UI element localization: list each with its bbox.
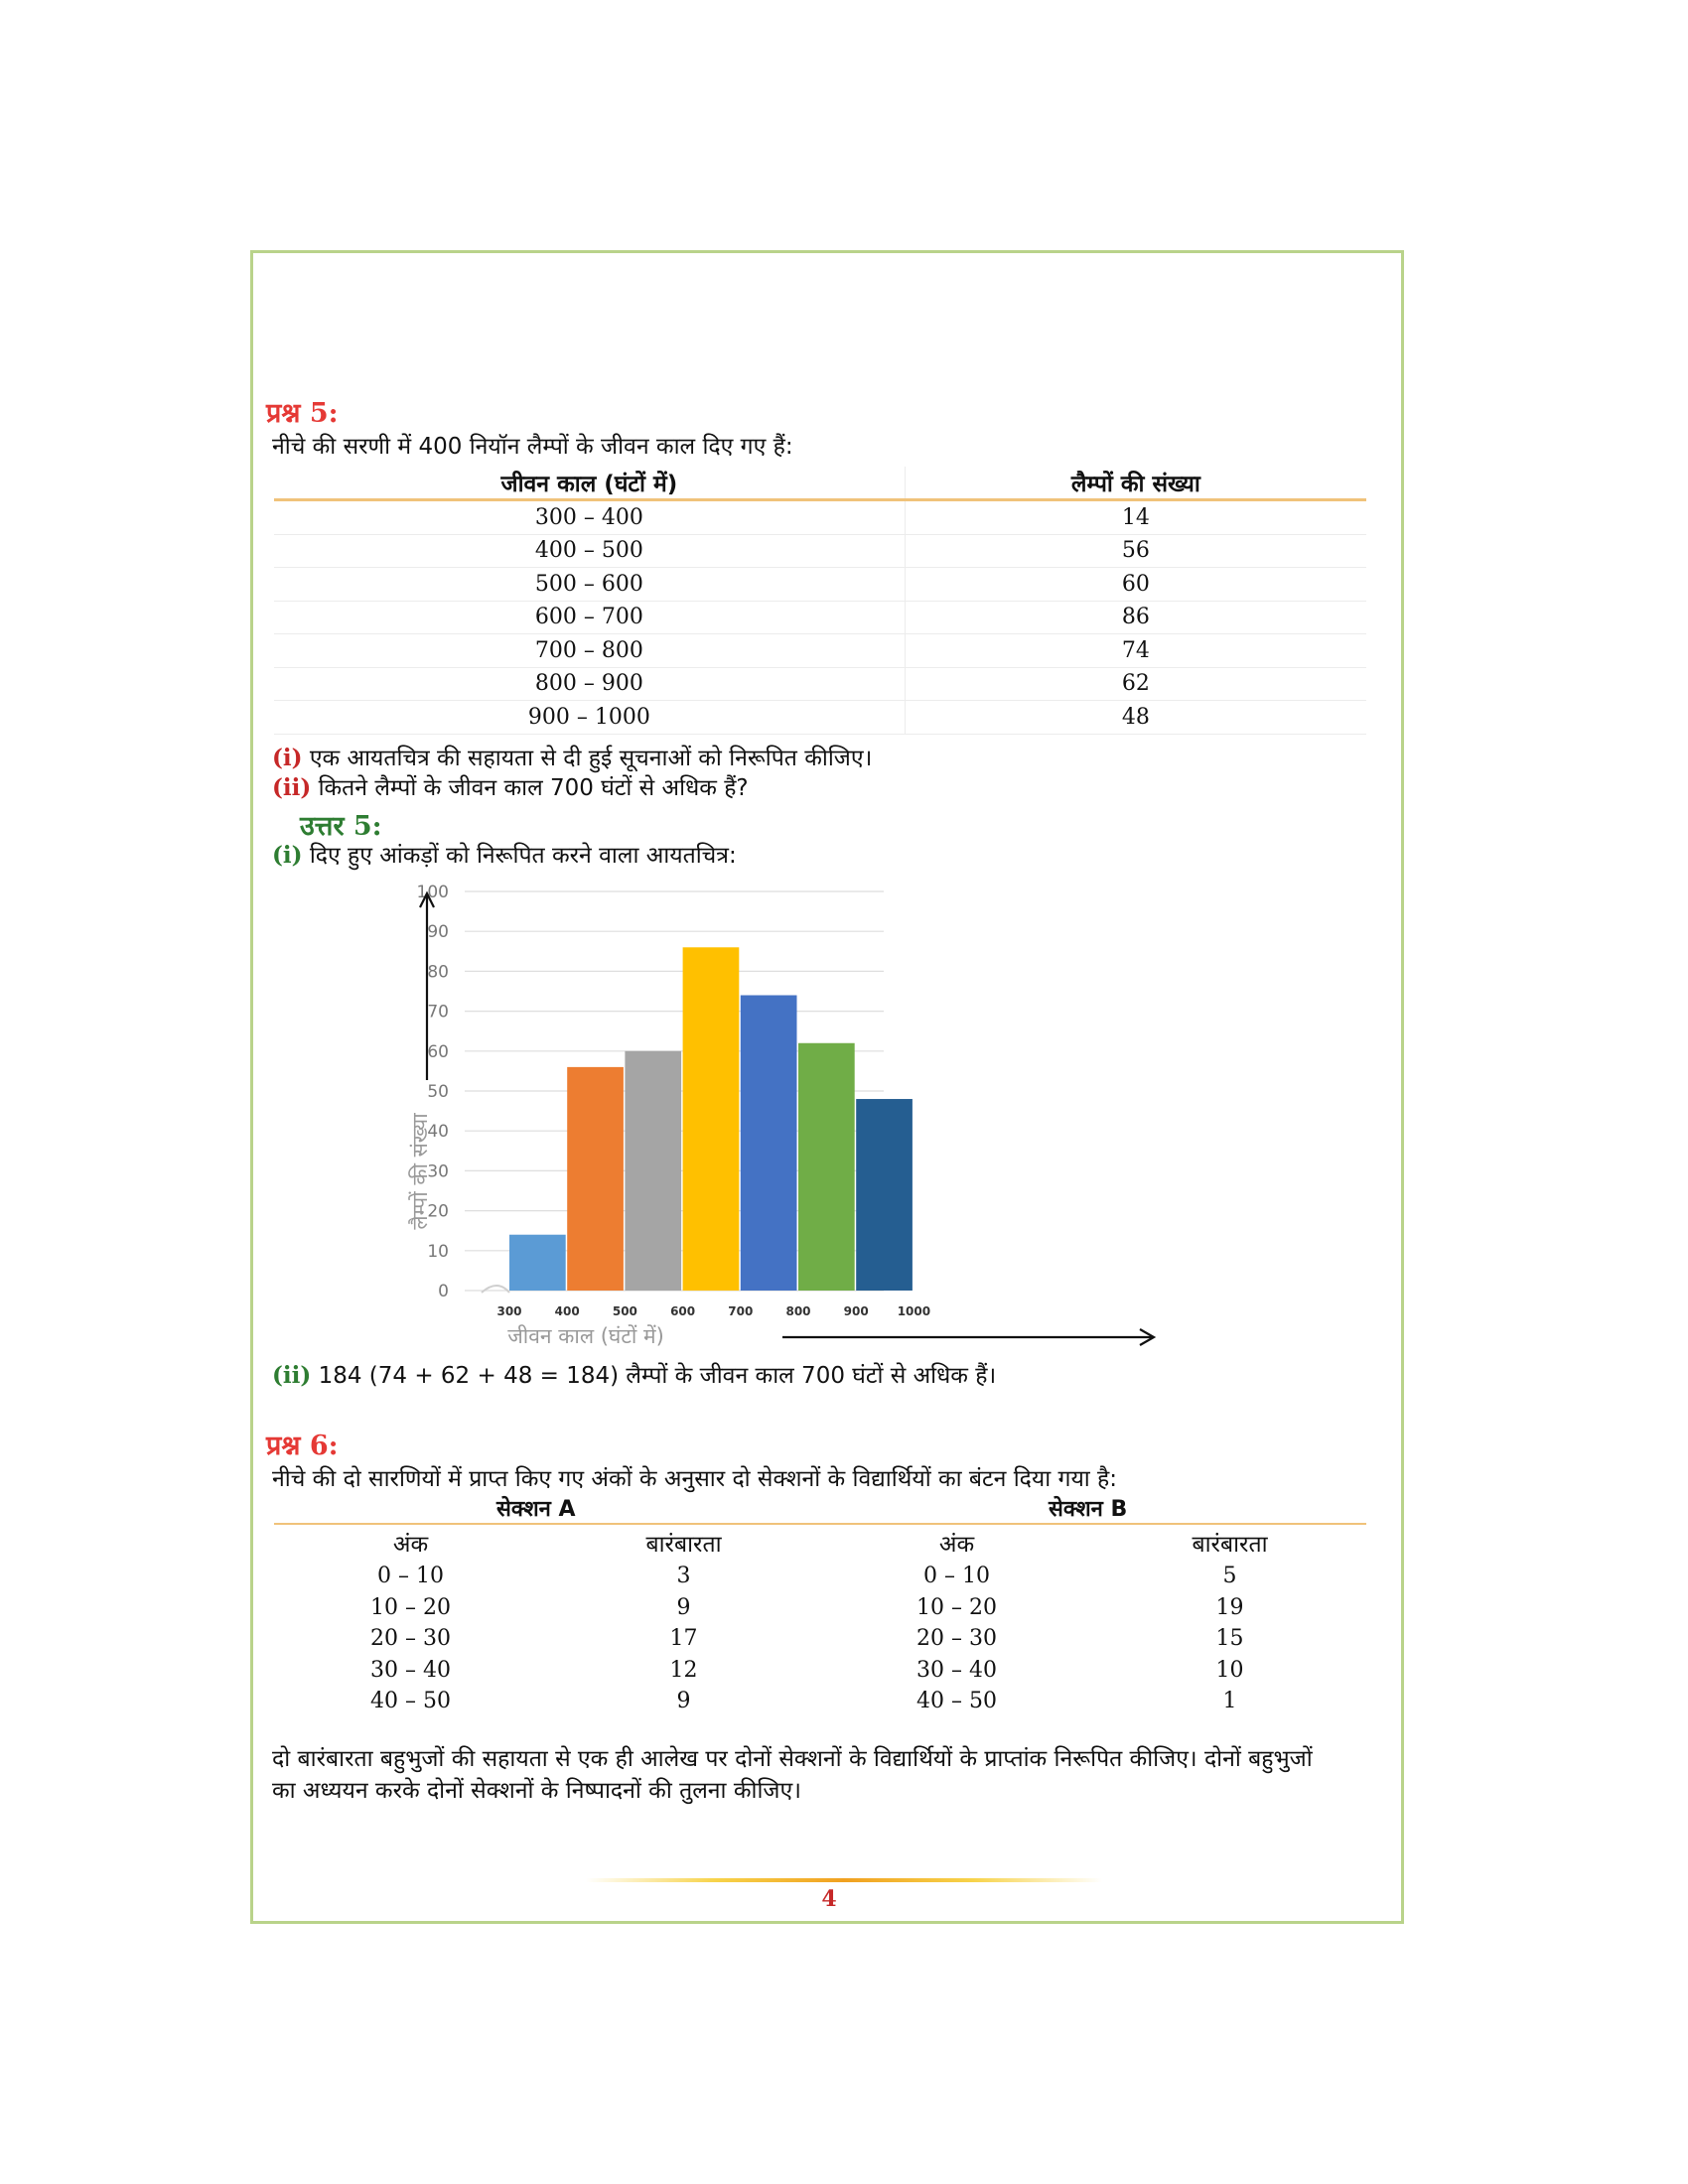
table-cell: 10 – 20	[370, 1594, 451, 1620]
table-cell: 600 – 700	[274, 601, 905, 634]
table-cell: 74	[905, 634, 1366, 668]
x-tick-labels	[496, 1304, 930, 1318]
x-tick-label: 500	[612, 1304, 637, 1318]
question-6-intro: नीचे की दो सारणियों में प्राप्त किए गए अंकों के अनुसार दो सेक्शनों के विद्यार्थियों का बंटन दिया गया है:	[272, 1466, 1118, 1492]
answer-5-part-2	[272, 1358, 996, 1390]
table-cell: 15	[1215, 1626, 1244, 1652]
part-label: (i)	[272, 745, 303, 771]
col-header-frequency-a: बारंबारता	[645, 1532, 722, 1558]
answer-5-heading: उत्तर 5:	[300, 811, 382, 842]
bar-600-700	[683, 947, 740, 1291]
table-cell: 10 – 20	[916, 1594, 997, 1620]
y-tick-label: 50	[427, 1082, 449, 1102]
table-cell: 56	[905, 534, 1366, 568]
y-tick-label: 100	[416, 883, 449, 902]
table-cell: 0 – 10	[923, 1564, 990, 1589]
table-cell: 10	[1215, 1657, 1244, 1683]
x-tick-label: 800	[785, 1304, 811, 1318]
x-tick-label: 400	[554, 1304, 580, 1318]
y-tick-label: 90	[427, 922, 449, 943]
table-cell: 40 – 50	[370, 1689, 451, 1714]
table-cell: 9	[676, 1689, 691, 1714]
y-tick-label: 0	[438, 1282, 449, 1301]
table-cell: 40 – 50	[916, 1689, 997, 1714]
table-cell: 30 – 40	[370, 1657, 451, 1683]
table-cell: 400 – 500	[274, 534, 905, 568]
bar-900-1000	[856, 1099, 913, 1291]
table-row	[274, 667, 1366, 701]
table-cell: 17	[669, 1626, 698, 1652]
footer-divider	[586, 1878, 1102, 1882]
table-cell: 700 – 800	[274, 634, 905, 668]
table-cell: 60	[905, 568, 1366, 602]
part-label: (ii)	[272, 774, 312, 801]
y-tick-label: 20	[427, 1201, 449, 1222]
table-cell: 900 – 1000	[274, 701, 905, 735]
y-axis-label: लैम्पों की संख्या	[408, 1113, 432, 1230]
table-cell: 30 – 40	[916, 1657, 997, 1683]
bar-400-500	[567, 1067, 624, 1291]
axis-break-mark	[482, 1286, 509, 1293]
table-cell: 5	[1222, 1564, 1237, 1589]
table-cell: 62	[905, 667, 1366, 701]
table-row	[274, 701, 1366, 735]
table-cell: 0 – 10	[377, 1564, 444, 1589]
sections-marks-table	[274, 1525, 1366, 1717]
question-6-task-line-2: का अध्ययन करके दोनों सेक्शनों के निष्पादनों की तुलना कीजिए।	[272, 1778, 801, 1804]
bar-700-800	[741, 996, 797, 1291]
question-6-heading: प्रश्न 6:	[266, 1431, 339, 1461]
table-header-count: लैम्पों की संख्या	[905, 467, 1366, 500]
y-tick-labels	[417, 883, 449, 1301]
table-cell: 800 – 900	[274, 667, 905, 701]
y-tick-label: 60	[427, 1041, 449, 1062]
part-label: (ii)	[272, 1362, 312, 1389]
table-row	[274, 1686, 1366, 1717]
question-5-part-1	[272, 741, 872, 772]
table-cell: 14	[905, 500, 1366, 535]
table-row	[274, 634, 1366, 668]
x-tick-label: 700	[728, 1304, 754, 1318]
question-5-intro: नीचे की सरणी में 400 नियॉन लैम्पों के जीवन काल दिए गए हैं:	[272, 434, 793, 460]
x-tick-label: 900	[843, 1304, 869, 1318]
table-header-lifetime: जीवन काल (घंटों में)	[274, 467, 905, 500]
part-text: एक आयतचित्र की सहायता से दी हुई सूचनाओं को निरूपित कीजिए।	[309, 746, 873, 771]
bar-300-400	[509, 1235, 566, 1291]
part-text: कितने लैम्पों के जीवन काल 700 घंटों से अधिक हैं?	[318, 775, 749, 801]
page-number: 4	[821, 1886, 837, 1912]
x-tick-label: 600	[670, 1304, 696, 1318]
table-cell: 20 – 30	[370, 1626, 451, 1652]
bar-800-900	[798, 1043, 855, 1291]
table-row	[274, 534, 1366, 568]
table-cell: 19	[1215, 1594, 1244, 1620]
histogram-chart	[397, 874, 1251, 1360]
table-row	[274, 1655, 1366, 1687]
table-header-row	[274, 1525, 1366, 1561]
section-a-heading: सेक्शन A	[496, 1497, 576, 1522]
table-cell: 3	[676, 1564, 691, 1589]
table-cell: 300 – 400	[274, 500, 905, 535]
table-cell: 86	[905, 601, 1366, 634]
part-text: 184 (74 + 62 + 48 = 184) लैम्पों के जीवन काल 700 घंटों से अधिक हैं।	[318, 1363, 997, 1389]
col-header-marks-a: अंक	[392, 1532, 429, 1558]
col-header-marks-b: अंक	[938, 1532, 975, 1558]
col-header-frequency-b: बारंबारता	[1192, 1532, 1268, 1558]
y-tick-label: 30	[427, 1161, 449, 1182]
y-tick-label: 40	[427, 1122, 449, 1143]
part-text: दिए हुए आंकड़ों को निरूपित करने वाला आयतचित्र:	[309, 843, 737, 869]
question-5-heading: प्रश्न 5:	[266, 398, 339, 429]
y-tick-label: 70	[427, 1002, 449, 1023]
answer-5-part-1	[272, 838, 737, 870]
chart-bars	[509, 947, 913, 1291]
table-cell: 500 – 600	[274, 568, 905, 602]
table-cell: 48	[905, 701, 1366, 735]
table-cell: 20 – 30	[916, 1626, 997, 1652]
x-axis-label: जीवन काल (घंटों में)	[507, 1324, 664, 1348]
lamp-lifetime-table	[274, 467, 1366, 735]
y-tick-label: 10	[427, 1241, 449, 1262]
x-tick-label: 300	[496, 1304, 522, 1318]
x-tick-label: 1000	[897, 1304, 931, 1318]
table-cell: 12	[669, 1657, 698, 1683]
table-row	[274, 601, 1366, 634]
table-row	[274, 568, 1366, 602]
table-row	[274, 1592, 1366, 1624]
table-row	[274, 500, 1366, 535]
table-cell: 1	[1222, 1689, 1237, 1714]
table-row	[274, 1561, 1366, 1592]
question-5-part-2	[272, 770, 749, 802]
bar-500-600	[625, 1051, 681, 1291]
part-label: (i)	[272, 842, 303, 869]
section-b-heading: सेक्शन B	[1049, 1497, 1128, 1522]
table-row	[274, 1623, 1366, 1655]
table-cell: 9	[676, 1594, 691, 1620]
y-tick-label: 80	[427, 962, 449, 983]
question-6-task-line-1: दो बारंबारता बहुभुजों की सहायता से एक ही आलेख पर दोनों सेक्शनों के विद्यार्थियों के प्राप्तांक निरूपित कीजिए। दोनों बहुभुजों	[272, 1746, 1313, 1772]
